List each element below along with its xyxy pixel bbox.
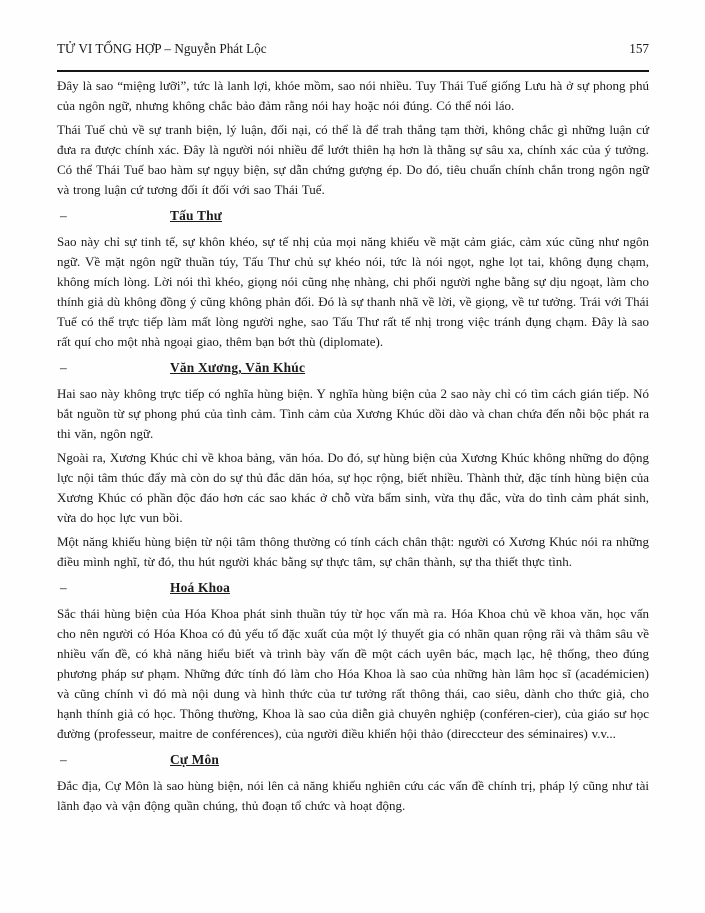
paragraph-tau-thu-1: Sao này chỉ sự tinh tế, sự khôn khéo, sự tế nhị của mọi năng khiếu về mặt cảm giác, cảm xúc cũng như ngôn ngữ. Về mặt ngôn ngữ thuần túy, Tấu Thư chủ sự khéo nói, tức là nói ngọt, nghe lọt tai, không đụng chạm, không mích lòng. Lời nói thì khéo, giọng nói cũng nhẹ nhàng, chi phối người nghe bằng sự dịu ngoạt, làm cho thính giả dù không đồng ý cũng không phản đối. Đó là sự thanh nhã về lời, về giọng, về tư tưởng. Trái với Thái Tuế có thể trực tiếp làm mất lòng người nghe, sao Tấu Thư rất tế nhị trong việc tránh đụng chạm. Đây là sao rất quí cho một nhà ngoại giao, thêm bạn bớt thù (diplomate). bbox=[57, 234, 649, 349]
section-heading-label-van-xuong-van-khuc: Văn Xương, Văn Khúc bbox=[170, 360, 306, 375]
page-header bbox=[57, 40, 649, 57]
paragraph-intro-2: Thái Tuế chủ về sự tranh biện, lý luận, đối nại, có thể là để trah thắng tạm thời, không chắc gì những luận cứ đưa ra được chính xác. Đây là người nói nhiều để lướt thiên hạ hơn là thằng sự sâu xa, chính xác của ý tưởng. Có thể Thái Tuế bao hàm sự ngụy biện, sự dẫn chứng gượng ép. Do đó, tiêu chuẩn chính chắn trong ngôn ngữ và trong luận cứ tương đối ít đối với sao Thái Tuế. bbox=[57, 122, 649, 197]
paragraph-van-xuong-2: Ngoài ra, Xương Khúc chỉ về khoa bảng, văn hóa. Do đó, sự hùng biện của Xương Khúc không những do động lực nội tâm thúc đẩy mà còn do sự thủ đắc dăn hóa, sự học rộng, biết nhiều. Thành thử, đặc tính hùng biện của Xương Khúc có phần độc đáo hơn các sao khác ở chỗ vừa bẩm sinh, vừa thụ đắc, vừa do tình cảm phát sinh, vừa do học lực vun bồi. bbox=[57, 450, 649, 525]
running-title: TỬ VI TỔNG HỢP – Nguyễn Phát Lộc bbox=[57, 41, 267, 56]
paragraph-van-xuong-1: Hai sao này không trực tiếp có nghĩa hùng biện. Y nghĩa hùng biện của 2 sao này chỉ có tìm cách gián tiếp. Nó bắt nguồn từ sự phong phú của tình cảm. Tình cảm của Xương Khúc dồi dào và chan chứa đến nỗi bộc phát ra thi văn, ngôn ngữ. bbox=[57, 386, 649, 441]
header-rule bbox=[57, 70, 649, 72]
heading-dash: – bbox=[60, 580, 67, 595]
section-heading-van-xuong-van-khuc bbox=[60, 358, 649, 378]
section-heading-label-tau-thu: Tấu Thư bbox=[170, 208, 222, 223]
heading-dash: – bbox=[60, 208, 67, 223]
section-heading-tau-thu bbox=[60, 206, 649, 226]
page-number: 157 bbox=[629, 41, 649, 56]
heading-dash: – bbox=[60, 360, 67, 375]
section-heading-label-hoa-khoa: Hoá Khoa bbox=[170, 580, 231, 595]
section-heading-cu-mon bbox=[60, 750, 649, 770]
section-heading-hoa-khoa bbox=[60, 578, 649, 598]
heading-dash: – bbox=[60, 752, 67, 767]
paragraph-hoa-khoa-1: Sắc thái hùng biện của Hóa Khoa phát sinh thuần túy từ học vấn mà ra. Hóa Khoa chủ về khoa văn, học vấn cho nên người có Hóa Khoa có đủ yếu tố đặc xuất của một lý thuyết gia có nhãn quan rộng rãi và thâm sâu về nhiều vấn đề, có khả năng hiểu biết và trình bày vấn đề một cách uyên bác, mạch lạc, hệ thống, theo đúng phương pháp sư phạm. Những đức tính đó làm cho Hóa Khoa là sao của những hàn lâm học sĩ (académicien) và cũng chính vì đó mà nội dung và hình thức của tư tưởng rất thông thái, cao siêu, dành cho thức giả, cho hạnh thính giả có học. Thông thường, Khoa là sao của diễn giả chuyên nghiệp (conféren-cier), của giáo sư học đường (professeur, maitre de conférences), của người điều khiển hội thảo (direccteur des séminaires) v.v... bbox=[57, 606, 649, 741]
paragraph-intro-1: Đây là sao “miệng lưỡi”, tức là lanh lợi, khóe mồm, sao nói nhiều. Tuy Thái Tuế giống Lưu hà ở sự phong phú của ngôn ngữ, nhưng không chắc bảo đảm rằng nói hay hoặc nói đúng. Có thể nói láo. bbox=[57, 78, 649, 113]
paragraph-cu-mon-1: Đắc địa, Cự Môn là sao hùng biện, nói lên cả năng khiếu nghiên cứu các vấn đề chính trị, pháp lý cũng như tài lãnh đạo và vận động quần chúng, thủ đoạn tổ chức và hoạt động. bbox=[57, 778, 649, 813]
paragraph-van-xuong-3: Một năng khiếu hùng biện từ nội tâm thông thường có tính cách chân thật: người có Xương Khúc nói ra những điều mình nghĩ, từ đó, thu hút người khác bằng sự thực tâm, sự chân thành, sự tha thiết thực tình. bbox=[57, 534, 649, 569]
section-heading-label-cu-mon: Cự Môn bbox=[170, 752, 220, 767]
